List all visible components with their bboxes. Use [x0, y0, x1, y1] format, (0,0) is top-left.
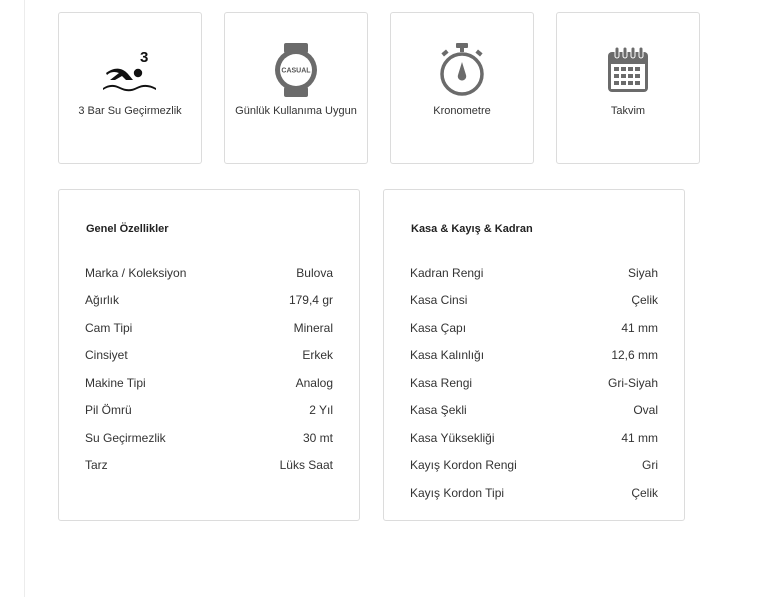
spec-label: Ağırlık: [85, 293, 120, 308]
spec-row: [410, 397, 658, 425]
spec-row: [410, 314, 658, 342]
spec-row: [410, 424, 658, 452]
case-strap-dial-panel: [383, 189, 685, 521]
feature-label: 3 Bar Su Geçirmezlik: [78, 105, 182, 117]
spec-row: [85, 369, 333, 397]
spec-row: [85, 452, 333, 480]
casual-watch-icon: [271, 42, 321, 98]
feature-label: Günlük Kullanıma Uygun: [235, 105, 357, 117]
spec-label: Pil Ömrü: [85, 403, 132, 418]
spec-value: Çelik: [631, 485, 658, 500]
spec-value: 12,6 mm: [611, 348, 658, 363]
spec-row: [85, 342, 333, 370]
spec-row: [85, 287, 333, 315]
calendar-icon: [605, 45, 651, 95]
spec-label: Marka / Koleksiyon: [85, 265, 187, 280]
spec-row: [85, 397, 333, 425]
spec-row: [85, 259, 333, 287]
left-divider: [24, 0, 25, 597]
panel-title: Genel Özellikler: [86, 223, 169, 235]
spec-label: Kasa Cinsi: [410, 293, 468, 308]
spec-row: [410, 479, 658, 507]
spec-value: Analog: [295, 375, 333, 390]
swimmer-icon: [100, 47, 160, 93]
spec-label: Tarz: [85, 458, 108, 473]
spec-label: Kasa Rengi: [410, 375, 473, 390]
spec-row: [410, 287, 658, 315]
spec-label: Cam Tipi: [85, 320, 133, 335]
spec-value: 41 mm: [621, 430, 658, 445]
spec-row: [85, 424, 333, 452]
spec-row: [410, 369, 658, 397]
spec-label: Kasa Çapı: [410, 320, 467, 335]
spec-label: Kayış Kordon Tipi: [410, 485, 505, 500]
spec-label: Kasa Kalınlığı: [410, 348, 485, 363]
spec-value: Lüks Saat: [279, 458, 333, 473]
general-specs-panel: [58, 189, 360, 521]
feature-card-calendar: [556, 12, 700, 164]
spec-label: Makine Tipi: [85, 375, 146, 390]
spec-label: Kasa Yüksekliği: [410, 430, 495, 445]
spec-label: Kayış Kordon Rengi: [410, 458, 517, 473]
feature-card-water-resistance: [58, 12, 202, 164]
spec-value: 41 mm: [621, 320, 658, 335]
spec-value: 179,4 gr: [288, 293, 333, 308]
spec-value: Gri-Siyah: [607, 375, 658, 390]
spec-value: Oval: [633, 403, 658, 418]
spec-label: Kasa Şekli: [410, 403, 467, 418]
spec-row: [410, 259, 658, 287]
feature-card-chronograph: [390, 12, 534, 164]
spec-value: Erkek: [302, 348, 333, 363]
spec-value: Gri: [642, 458, 658, 473]
stopwatch-icon: [437, 42, 487, 98]
spec-value: Mineral: [293, 320, 333, 335]
spec-value: 2 Yıl: [309, 403, 333, 418]
spec-label: Cinsiyet: [85, 348, 128, 363]
svg-text:3: 3: [140, 49, 149, 66]
spec-row: [410, 342, 658, 370]
spec-label: Kadran Rengi: [410, 265, 484, 280]
spec-row: [85, 314, 333, 342]
spec-value: Çelik: [631, 293, 658, 308]
spec-value: 30 mt: [302, 430, 333, 445]
feature-card-daily-use: [224, 12, 368, 164]
feature-label: Takvim: [610, 105, 646, 117]
spec-value: Bulova: [296, 265, 333, 280]
spec-label: Su Geçirmezlik: [85, 430, 166, 445]
spec-value: Siyah: [627, 265, 658, 280]
svg-text:CASUAL: CASUAL: [281, 67, 311, 75]
feature-label: Kronometre: [433, 105, 491, 117]
spec-row: [410, 452, 658, 480]
panel-title: Kasa & Kayış & Kadran: [411, 223, 533, 235]
